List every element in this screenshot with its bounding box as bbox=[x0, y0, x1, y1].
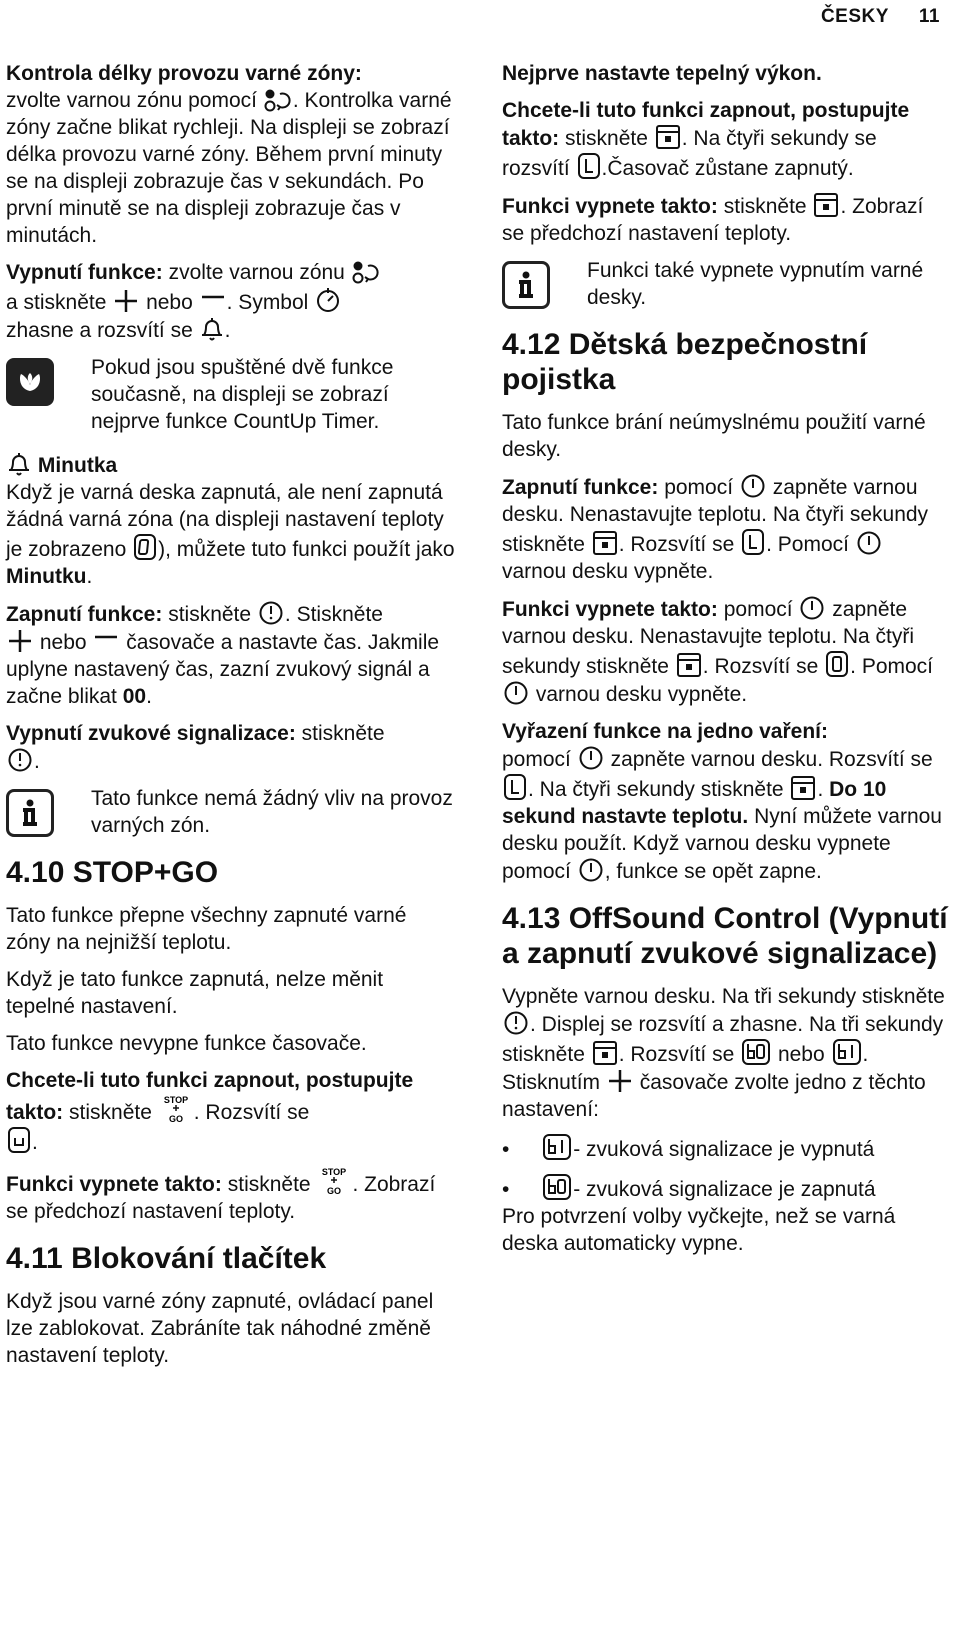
text: , funkce se opět zapne. bbox=[604, 860, 822, 883]
text: stiskněte bbox=[301, 722, 385, 745]
text: varnou desku vypněte. bbox=[535, 683, 748, 706]
text: zapněte varnou desku. Rozsvítí se bbox=[610, 748, 933, 771]
text: zhasne a rozsvítí se bbox=[6, 319, 193, 342]
text: stiskněte bbox=[227, 1173, 311, 1196]
lock-key-icon bbox=[592, 1040, 618, 1066]
paragraph: Tato funkce přepne všechny zapnuté varné zóny na nejnižší teplotu. bbox=[6, 904, 407, 954]
note-text: Pokud jsou spuštěné dvě funkce současně, na displeji se zobrazí nejprve funkce CountUp Timer. bbox=[91, 356, 394, 433]
emphasis: Minutku bbox=[6, 565, 87, 588]
text: časovače zvolte jedno z těchto nastavení: bbox=[502, 1071, 926, 1121]
section-heading: 4.12 Dětská bezpečnostní pojistka bbox=[502, 328, 868, 396]
text: . Stisknutím bbox=[502, 1043, 869, 1094]
text: .Časovač zůstane zapnutý. bbox=[601, 157, 854, 180]
text: pomocí bbox=[502, 748, 571, 771]
label: Vypnutí zvukové signalizace: bbox=[6, 722, 296, 745]
timer-icon bbox=[503, 1010, 529, 1036]
text: . Pomocí bbox=[850, 655, 934, 678]
power-icon bbox=[740, 473, 766, 499]
emphasis: 00 bbox=[122, 685, 147, 708]
text: . bbox=[224, 319, 231, 342]
text: pomocí bbox=[664, 476, 734, 499]
note-text: Tato funkce nemá žádný vliv na provoz varných zón. bbox=[91, 787, 453, 837]
paragraph bbox=[6, 600, 456, 710]
section-heading: 4.10 STOP+GO bbox=[6, 856, 219, 889]
timer-icon bbox=[258, 600, 284, 626]
text: zvolte varnou zónu pomocí bbox=[6, 89, 257, 112]
text: - zvuková signalizace je zapnutá bbox=[573, 1178, 876, 1201]
bell-icon bbox=[200, 316, 224, 342]
paragraph: Tato funkce brání neúmyslnému použití varné desky. bbox=[502, 411, 926, 461]
text: varnou desku vypněte. bbox=[502, 560, 714, 583]
text: časovače a nastavte čas. Jakmile uplyne nastavený čas, zazní zvukový signál a začne blikat bbox=[6, 631, 440, 708]
svg-text:STOP: STOP bbox=[322, 1167, 347, 1177]
text: . bbox=[146, 685, 152, 708]
text: . Rozsvítí se bbox=[702, 655, 819, 678]
zone-select-icon bbox=[264, 88, 292, 112]
text: zapněte varnou desku. Nenastavujte teplotu. Na čtyři sekundy stiskněte bbox=[502, 476, 929, 556]
paragraph bbox=[6, 60, 456, 249]
paragraph bbox=[6, 1067, 456, 1156]
bell-icon bbox=[7, 451, 31, 477]
paragraph bbox=[6, 720, 456, 775]
label: Funkci vypnete takto: bbox=[502, 195, 718, 218]
paragraph bbox=[502, 192, 950, 247]
text: . Na čtyři sekundy se rozsvítí bbox=[502, 127, 877, 180]
note-text: Funkci také vypnete vypnutím varné desky. bbox=[587, 259, 924, 309]
text: . Rozsvítí se bbox=[618, 533, 735, 556]
paragraph bbox=[6, 259, 456, 344]
settings-list bbox=[502, 1133, 950, 1203]
paragraph bbox=[502, 718, 950, 885]
list-item bbox=[502, 1173, 950, 1203]
lock-key-icon bbox=[813, 192, 839, 218]
power-icon bbox=[503, 680, 529, 706]
emphasis: Do 10 sekund nastavte teplotu. bbox=[502, 778, 887, 828]
paragraph: Když je tato funkce zapnutá, nelze měnit tepelné nastavení. bbox=[6, 968, 384, 1018]
plus-icon bbox=[607, 1068, 633, 1094]
text: Nyní můžete varnou desku použít. Když varnou desku vypnete pomocí bbox=[502, 805, 942, 883]
label: Chcete-li tuto funkci zapnout, postupujte takto: bbox=[502, 99, 910, 150]
text: nebo bbox=[39, 631, 87, 654]
text: . Symbol bbox=[226, 291, 309, 314]
text: . bbox=[86, 565, 93, 588]
section-heading: 4.11 Blokování tlačítek bbox=[6, 1242, 327, 1275]
display-l-icon bbox=[741, 528, 765, 556]
left-column bbox=[6, 60, 456, 1379]
emphasis: Nejprve nastavte tepelný výkon. bbox=[502, 62, 822, 85]
display-l-icon bbox=[503, 773, 527, 801]
stop-go-icon bbox=[317, 1166, 351, 1196]
text: . Pomocí bbox=[766, 533, 849, 556]
header-language: ČESKY bbox=[820, 6, 889, 27]
paragraph bbox=[502, 983, 950, 1123]
section-heading: 4.13 OffSound Control (Vypnutí a zapnutí zvukové signalizace) bbox=[502, 902, 948, 970]
lock-key-icon bbox=[790, 775, 816, 801]
display-u-icon bbox=[7, 1126, 31, 1154]
paragraph bbox=[6, 1166, 456, 1225]
text: stiskněte bbox=[69, 1101, 152, 1124]
paragraph bbox=[502, 473, 950, 585]
note-box bbox=[6, 785, 456, 839]
minus-icon bbox=[93, 628, 119, 654]
text: zvolte varnou zónu bbox=[168, 261, 345, 284]
kontrola-title: Kontrola délky provozu varné zóny: bbox=[6, 62, 362, 85]
display-b0-icon bbox=[741, 1038, 771, 1066]
text: - zvuková signalizace je vypnutá bbox=[573, 1138, 875, 1161]
power-icon bbox=[856, 530, 882, 556]
display-zero-icon bbox=[825, 650, 849, 678]
text: . bbox=[32, 1131, 38, 1154]
label: Chcete-li tuto funkci zapnout, postupujte takto: bbox=[6, 1069, 414, 1124]
text: pomocí bbox=[723, 598, 793, 621]
display-b0-icon bbox=[542, 1173, 572, 1201]
label: Funkci vypnete takto: bbox=[6, 1173, 222, 1196]
display-zero-icon bbox=[133, 533, 157, 561]
paragraph bbox=[502, 60, 950, 87]
text: stiskněte bbox=[168, 603, 252, 626]
paragraph bbox=[6, 451, 456, 590]
text: Vypněte varnou desku. Na tři sekundy stiskněte bbox=[502, 985, 945, 1008]
right-column bbox=[502, 60, 950, 1267]
text: . Rozsvítí se bbox=[618, 1043, 735, 1066]
text: Když je varná deska zapnutá, ale není zapnutá žádná varná zóna (na displeji nastavení teploty je zobrazeno bbox=[6, 481, 444, 561]
display-b1-icon bbox=[832, 1038, 862, 1066]
header-page-number: 11 bbox=[918, 6, 940, 27]
text: . Displej se rozsvítí a zhasne. Na tři sekundy stiskněte bbox=[502, 1013, 944, 1066]
display-l-icon bbox=[577, 152, 601, 180]
label: Vypnutí funkce: bbox=[6, 261, 163, 284]
list-item bbox=[502, 1133, 950, 1163]
text: a stiskněte bbox=[6, 291, 107, 314]
label: Zapnutí funkce: bbox=[6, 603, 163, 626]
paragraph: Tato funkce nevypne funkce časovače. bbox=[6, 1032, 367, 1055]
page-header bbox=[791, 6, 940, 28]
paragraph bbox=[502, 97, 950, 182]
note-box bbox=[6, 354, 456, 435]
text: . bbox=[817, 778, 824, 801]
label: Vyřazení funkce na jedno vaření: bbox=[502, 720, 828, 743]
display-b1-icon bbox=[542, 1133, 572, 1161]
timer-icon bbox=[7, 747, 33, 773]
svg-text:STOP: STOP bbox=[163, 1095, 188, 1105]
paragraph: Pro potvrzení volby vyčkejte, než se varná deska automaticky vypne. bbox=[502, 1205, 896, 1255]
lock-key-icon bbox=[592, 530, 618, 556]
zone-select-icon bbox=[352, 260, 380, 284]
power-icon bbox=[799, 595, 825, 621]
power-icon bbox=[578, 745, 604, 771]
info-icon bbox=[6, 789, 54, 837]
text: . Stiskněte bbox=[284, 603, 383, 626]
lock-key-icon bbox=[676, 652, 702, 678]
paragraph: Když jsou varné zóny zapnuté, ovládací panel lze zablokovat. Zabráníte tak náhodné změně nastavení teploty. bbox=[6, 1290, 434, 1367]
note-box bbox=[502, 257, 950, 311]
plus-icon bbox=[7, 628, 33, 654]
text: stiskněte bbox=[723, 195, 807, 218]
countup-timer-icon bbox=[315, 286, 341, 314]
text: . Kontrolka varné zóny začne blikat rychleji. Na displeji se zobrazí délka provozu varné zóny. Během první minuty se na displeji zobrazuje čas v sekundách. Po první minutě se na displeji zobrazuje čas v minutách. bbox=[6, 89, 452, 247]
text: nebo bbox=[777, 1043, 825, 1066]
svg-text:GO: GO bbox=[327, 1186, 342, 1196]
label: Funkci vypnete takto: bbox=[502, 598, 718, 621]
power-icon bbox=[578, 857, 604, 883]
text: nebo bbox=[146, 291, 193, 314]
text: ), můžete tuto funkci použít jako bbox=[158, 538, 455, 561]
text: . Rozsvítí se bbox=[193, 1101, 310, 1124]
label: Zapnutí funkce: bbox=[502, 476, 659, 499]
text: . bbox=[34, 750, 40, 773]
text: stiskněte bbox=[565, 127, 648, 150]
plus-icon bbox=[113, 288, 139, 314]
eco-leaf-icon bbox=[6, 358, 54, 406]
text: . Zobrazí se předchozí nastavení teploty. bbox=[502, 195, 924, 245]
minutka-title: Minutka bbox=[37, 454, 118, 477]
minus-icon bbox=[200, 288, 226, 314]
info-icon bbox=[502, 261, 550, 309]
paragraph bbox=[502, 595, 950, 708]
text: zapněte varnou desku. Nenastavujte teplotu. Na čtyři sekundy stiskněte bbox=[502, 598, 915, 678]
stop-go-icon bbox=[159, 1094, 193, 1124]
text: . Na čtyři sekundy stiskněte bbox=[528, 778, 784, 801]
lock-key-icon bbox=[655, 124, 681, 150]
svg-text:GO: GO bbox=[168, 1114, 183, 1124]
text: . Zobrazí se předchozí nastavení teploty. bbox=[6, 1173, 436, 1223]
